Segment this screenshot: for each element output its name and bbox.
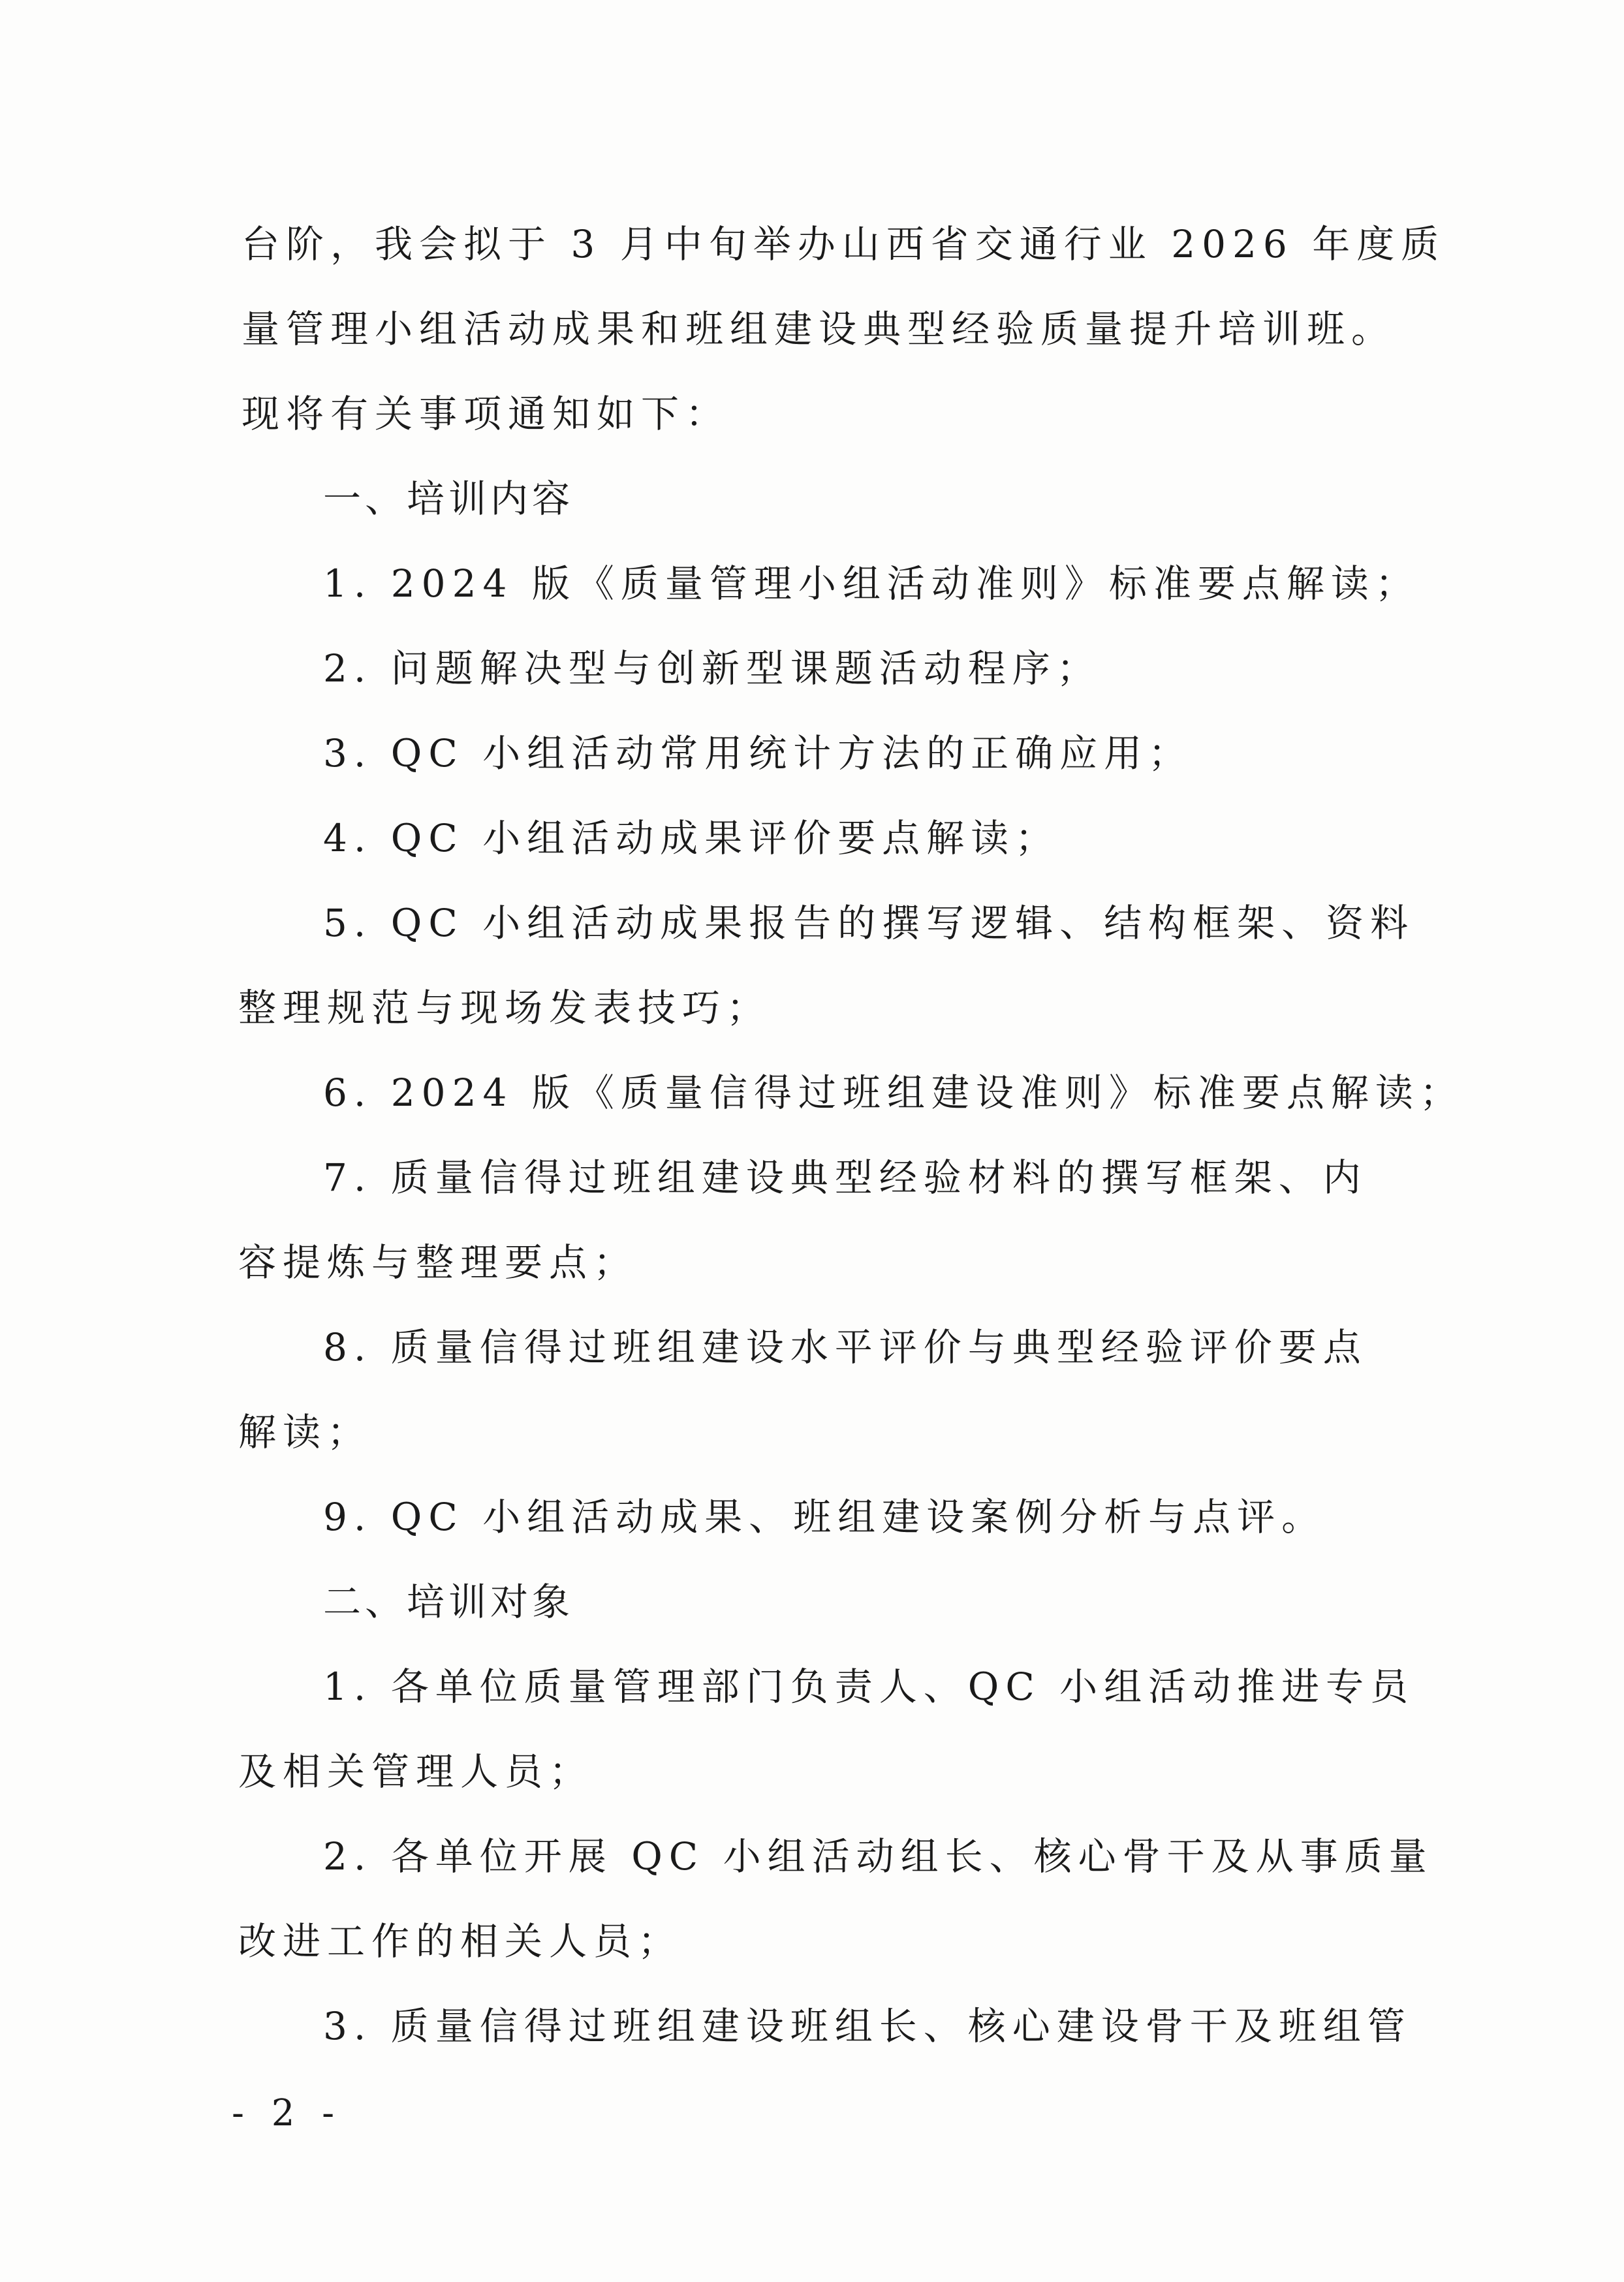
list-item: 6. 2024 版《质量信得过班组建设准则》标准要点解读； — [323, 1071, 1464, 1115]
list-item: 8. 质量信得过班组建设水平评价与典型经验评价要点 — [323, 1325, 1367, 1369]
list-item: 3. 质量信得过班组建设班组长、核心建设骨干及班组管 — [323, 2004, 1412, 2048]
section-heading-training-content: 一、培训内容 — [323, 477, 574, 521]
list-item-continuation: 及相关管理人员； — [238, 1749, 594, 1794]
intro-line: 现将有关事项通知如下： — [242, 392, 730, 436]
list-item: 2. 问题解决型与创新型课题活动程序； — [323, 646, 1101, 691]
list-item: 9. QC 小组活动成果、班组建设案例分析与点评。 — [323, 1495, 1326, 1539]
list-item-continuation: 解读； — [238, 1410, 372, 1454]
intro-line: 台阶，我会拟于 3 月中旬举办山西省交通行业 2026 年度质 — [242, 222, 1446, 266]
list-item-continuation: 整理规范与现场发表技巧； — [238, 986, 772, 1030]
list-item: 4. QC 小组活动成果评价要点解读； — [323, 816, 1060, 860]
section-heading-training-targets: 二、培训对象 — [323, 1580, 574, 1624]
list-item: 3. QC 小组活动常用统计方法的正确应用； — [323, 731, 1193, 775]
list-item: 2. 各单位开展 QC 小组活动组长、核心骨干及从事质量 — [323, 1834, 1433, 1879]
list-item-continuation: 容提炼与整理要点； — [238, 1240, 638, 1285]
intro-line: 量管理小组活动成果和班组建设典型经验质量提升培训班。 — [242, 307, 1396, 351]
page-number: - 2 - — [232, 2092, 343, 2134]
list-item: 1. 2024 版《质量管理小组活动准则》标准要点解读； — [323, 561, 1420, 606]
list-item-continuation: 改进工作的相关人员； — [238, 1919, 683, 1963]
list-item: 7. 质量信得过班组建设典型经验材料的撰写框架、内 — [323, 1155, 1367, 1200]
list-item: 1. 各单位质量管理部门负责人、QC 小组活动推进专员 — [323, 1665, 1415, 1709]
list-item: 5. QC 小组活动成果报告的撰写逻辑、结构框架、资料 — [323, 901, 1415, 945]
